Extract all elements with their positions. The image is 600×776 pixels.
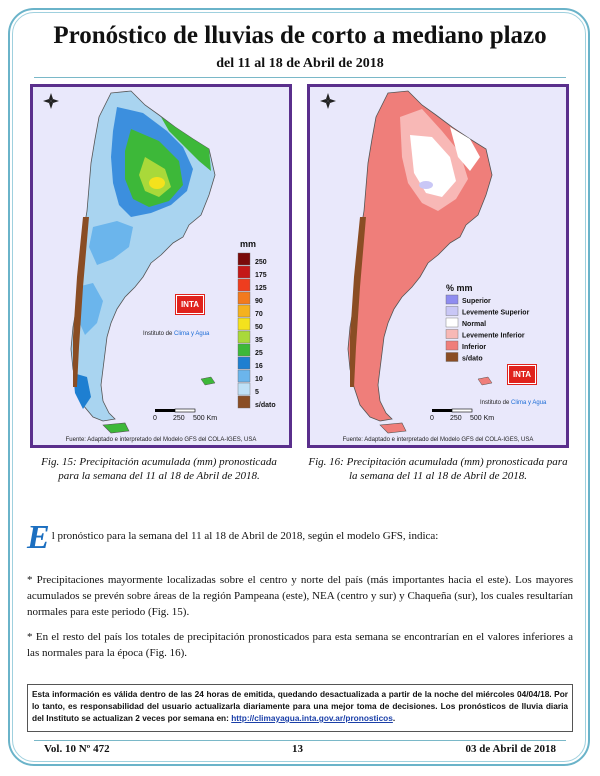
map-source: Fuente: Adaptado e interpretado del Modelo GFS del COLA-IGES, USA [342,437,534,443]
legend-label: Inferior [462,344,487,351]
bullet-paragraph-2: * En el resto del país los totales de precipitación pronosticados para esta semana se encontrarían en el valores inferiores a las normales para la época (Fig. 16). [27,631,573,659]
legend-swatch [238,266,250,278]
legend-label: Superior [462,298,491,305]
compass-icon [320,93,336,109]
legend-label: Levemente Superior [462,309,530,317]
legend-label: 35 [255,337,263,344]
legend-swatch [238,396,250,408]
inta-logo: INTA [176,295,204,314]
page-title: Pronóstico de lluvias de corto a mediano plazo [53,22,547,49]
inta-logo: INTA [508,365,536,384]
page-subtitle: del 11 al 18 de Abril de 2018 [216,56,384,71]
institute-name: Clima y Agua [511,400,547,406]
notice-text: Esta información es válida dentro de las 24 horas de emitida, quedando desactualizada a partir de la noche del miércoles 04/04/18. Por lo tanto, es responsabilidad del usuario actualizarla diariamente para una mejor toma de decisiones. Los pronósticos de lluvia diaria del Instituto se actualizan 2 veces por semana en: [32,689,568,723]
forecast-link[interactable]: http://climayagua.inta.gov.ar/pronosticos [231,713,393,723]
legend-swatch [446,330,458,339]
legend-label: Normal [462,321,487,328]
precipitation-map-graphic [33,87,289,445]
notice-end: . [392,713,396,723]
institute-prefix: Instituto de [143,331,173,337]
precipitation-map [30,84,292,448]
scale-label-250: 250 [173,415,185,422]
legend-swatch [238,253,250,265]
legend-label: 5 [255,389,259,396]
anomaly-map-graphic [310,87,566,445]
institute-name: Clima y Agua [174,331,210,337]
legend-swatch [446,341,458,350]
intro-paragraph [27,519,573,556]
institute-label [143,331,209,337]
anomaly-map [307,84,569,448]
legend-label: 175 [255,272,267,279]
volume-number: Vol. 10 Nº 472 [44,743,110,755]
legend-label: 70 [255,311,263,318]
institute-prefix: Instituto de [480,400,510,406]
scale-bar [155,409,195,412]
scale-bar [432,409,472,412]
legend-label: 125 [255,285,267,292]
scale-label-0: 0 [430,415,434,422]
scale-label-500: 500 Km [470,415,495,422]
scale-label-250: 250 [450,415,462,422]
figure-caption-16: Fig. 16: Precipitación acumulada (mm) pronosticada para la semana del 11 al 18 de Abril de 2018. [308,456,568,482]
legend-title: mm [240,239,257,249]
legend-label: s/dato [255,402,276,409]
institute-label [480,400,546,406]
issue-date: 03 de Abril de 2018 [465,743,556,755]
drop-cap: E [27,519,50,556]
legend-swatch [238,292,250,304]
legend-label: 25 [255,350,263,357]
page-footer [34,740,566,757]
legend-swatch [238,279,250,291]
legend-label: 16 [255,363,263,370]
legend-swatch [238,370,250,382]
legend-swatch [238,344,250,356]
legend-swatch [446,307,458,316]
legend-label: 90 [255,298,263,305]
legend-swatch [238,357,250,369]
legend-label: s/dato [462,355,483,363]
legend-swatch [446,353,458,362]
legend-swatch [238,305,250,317]
legend-label: 10 [255,376,263,383]
legend-label: 50 [255,324,263,331]
bullet-paragraph-1: * Precipitaciones mayormente localizadas sobre el centro y norte del país (más importantes hacia el este). Los mayores acumulados se prevén sobre áreas de la región Pampeana (este), NEA (centro y sur) y Chaqueña (sur), los cuales resultarían normales para este periodo (Fig. 15). [27,574,573,618]
map-source: Fuente: Adaptado e interpretado del Modelo GFS del COLA-IGES, USA [65,437,257,443]
legend-swatch [238,383,250,395]
legend-swatch [238,318,250,330]
validity-notice [27,684,573,732]
figure-caption-15: Fig. 15: Precipitación acumulada (mm) pronosticada para la semana del 11 al 18 de Abril de 2018. [41,456,277,482]
legend-label: 250 [255,259,267,266]
legend-label: Levemente Inferior [462,332,525,340]
page-number: 13 [292,743,303,755]
scale-label-500: 500 Km [193,415,218,422]
compass-icon [43,93,59,109]
header-divider [34,77,566,78]
legend-title: % mm [446,283,473,293]
legend-swatch [446,295,458,304]
legend-swatch [446,318,458,327]
scale-label-0: 0 [153,415,157,422]
intro-text: l pronóstico para la semana del 11 al 18 de Abril de 2018, según el modelo GFS, indica: [51,530,439,542]
legend-swatch [238,331,250,343]
